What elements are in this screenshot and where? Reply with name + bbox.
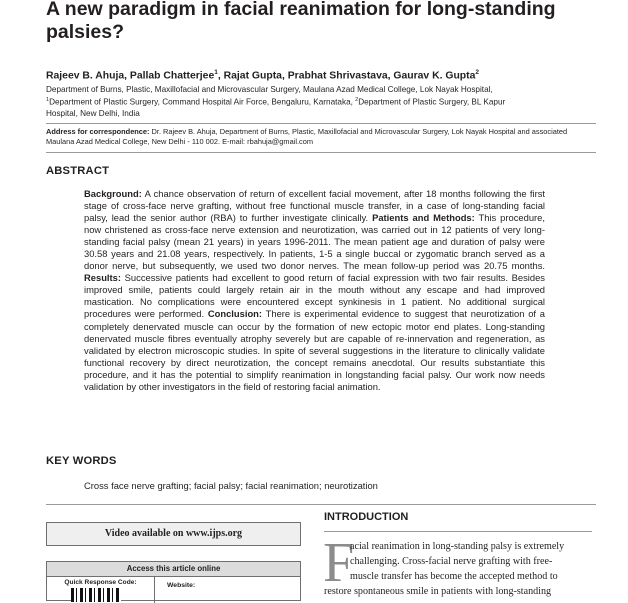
keywords-text: Cross face nerve grafting; facial palsy; facial reanimation; neurotization <box>84 480 378 491</box>
website-label: Website: <box>167 582 196 589</box>
qr-label: Quick Response Code: <box>64 579 137 586</box>
abstract-results-text: Successive patients had excellent to good return of facial expression with two fair results. Besides improved smile, patients could largely retain air in the mouth without any escape and had improved mastication. No complications were encountered except synkinesis in 1 patient. No additional surgical procedures were performed. <box>84 272 545 320</box>
abstract-results-label: Results: <box>84 272 121 284</box>
qr-column <box>47 577 155 603</box>
correspondence-text: Dr. Rajeev B. Ahuja, Department of Burns, Plastic, Maxillofacial and Microvascular Surgery, Lok Nayak Hospital and associated Maulana Azad Medical College, New Delhi - 110 002. E-mail: rbahuja@gmail.com <box>46 127 568 146</box>
introduction-body <box>324 540 588 600</box>
abstract-methods-text: This procedure, now christened as cross-face nerve extension and neurotization, was carried out in 12 patients of very long-standing facial palsy (mean 21 years) in years 1996-2011. The mean patient age and duration of palsy were 30.58 years and 21.08 years, respectively. In patients, 1-5 a single buccal or zygomatic branch served as a donor nerve, but subsequently, we used two donor nerves. The mean follow-up period was 20.75 months. <box>84 212 545 272</box>
divider-top <box>46 123 596 124</box>
affiliation-sup-1: 1 <box>46 97 50 104</box>
affiliation-line-b2: Department of Plastic Surgery, BL Kapur <box>358 98 506 108</box>
introduction-line: acial reanimation in long-standing palsy is extremely <box>350 541 565 552</box>
affiliation-line-b: Department of Plastic Surgery, Command Hospital Air Force, Bengaluru, Karnataka, <box>49 98 356 108</box>
author-names-1: Rajeev B. Ahuja, Pallab Chatterjee <box>46 70 215 82</box>
abstract-heading: ABSTRACT <box>46 165 110 177</box>
affiliation-line-c: Hospital, New Delhi, India <box>46 109 140 119</box>
introduction-heading: INTRODUCTION <box>324 511 409 523</box>
abstract-conclusion-text: There is experimental evidence to suggest that neurotization of a completely denervated muscle can occur by the formation of new ectopic motor end plates. Long-standing denervated muscle fibres eventually atrophy severely but are capable of re-innervation and regeneration, as validated by electron microscopic studies. In spite of several suggestions in the literature to clinically validate functional recovery by direct neurotization, the concept remains anecdotal. Our results substantiate this procedure, and it has the potential to simplify reanimation in longstanding facial palsy. Our work now needs validation by other investigators in the field of restoring facial animation. <box>84 308 545 392</box>
access-online-heading: Access this article online <box>47 562 300 577</box>
article-title: A new paradigm in facial reanimation for long-standing palsies? <box>46 0 556 43</box>
introduction-divider <box>324 531 592 532</box>
access-online-row <box>47 577 300 603</box>
author-names-2: , Rajat Gupta, Prabhat Shrivastava, Gaurav K. Gupta <box>217 70 476 82</box>
abstract-conclusion-label: Conclusion: <box>207 308 263 320</box>
correspondence <box>46 127 591 147</box>
author-sup-2: 2 <box>475 69 480 76</box>
introduction-dropcap: F <box>323 532 355 594</box>
keywords-heading: KEY WORDS <box>46 455 117 467</box>
video-availability-text[interactable]: Video available on www.ijps.org <box>104 528 243 539</box>
abstract-body <box>84 188 545 393</box>
author-list <box>46 66 606 83</box>
author-sup-1: 1 <box>214 69 218 76</box>
correspondence-label: Address for correspondence: <box>46 127 150 136</box>
affiliation-line-a: Department of Burns, Plastic, Maxillofacial and Microvascular Surgery, Maulana Azad Medical College, Lok Nayak Hospital, <box>46 85 493 94</box>
introduction-line: muscle transfer has become the accepted method to <box>350 570 558 582</box>
access-online-box <box>46 561 301 601</box>
introduction-line: restore spontaneous smile in patients with long-standing <box>324 585 552 597</box>
qr-code-icon[interactable] <box>71 588 121 602</box>
video-availability-box[interactable] <box>46 522 301 546</box>
abstract-methods-label: Patients and Methods: <box>372 212 475 224</box>
divider-bottom <box>46 504 596 505</box>
affiliation-sup-2: 2 <box>355 97 359 104</box>
abstract-background-label: Background: <box>84 188 142 199</box>
divider-mid <box>46 152 596 153</box>
introduction-line: challenging. Cross-facial nerve grafting with free- <box>350 555 553 567</box>
website-column <box>155 577 195 603</box>
abstract-background-text: A chance observation of return of excellent facial movement, after 18 months following the first stage of cross-face nerve grafting, without free functional muscle transfer, in a case of long-standing facial palsy, lead the senior author (RBA) to further investigate clinically. <box>84 188 545 224</box>
affiliations <box>46 84 591 120</box>
